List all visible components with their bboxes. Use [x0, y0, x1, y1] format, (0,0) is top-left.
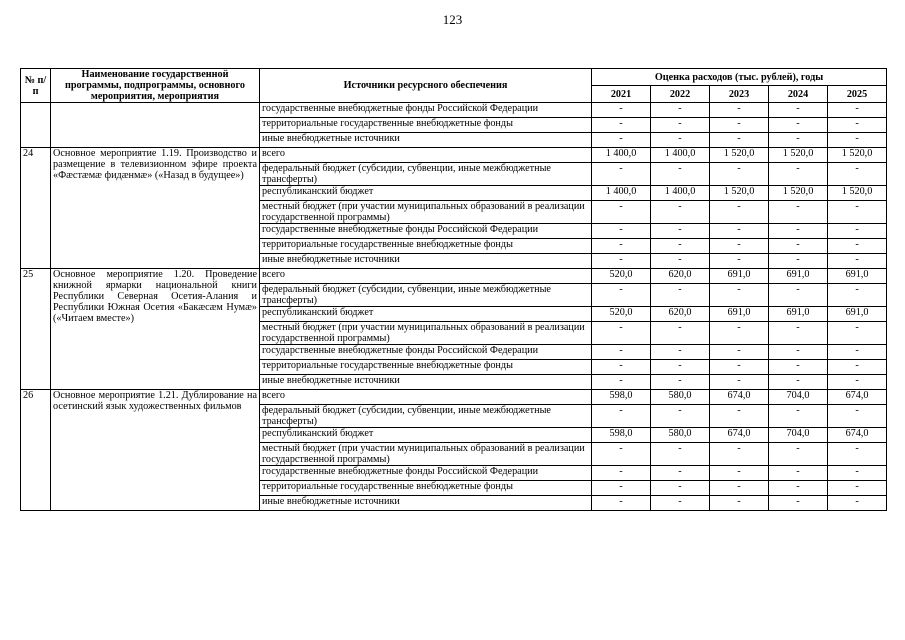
- value-cell: -: [769, 481, 828, 496]
- value-cell: -: [710, 375, 769, 390]
- value-cell: -: [651, 375, 710, 390]
- value-cell: -: [710, 201, 769, 224]
- value-cell: -: [592, 103, 651, 118]
- value-cell: 704,0: [769, 390, 828, 405]
- header-year: 2023: [710, 86, 769, 103]
- value-cell: -: [710, 405, 769, 428]
- value-cell: -: [828, 118, 887, 133]
- value-cell: -: [592, 443, 651, 466]
- value-cell: 704,0: [769, 428, 828, 443]
- value-cell: -: [710, 103, 769, 118]
- value-cell: -: [592, 133, 651, 148]
- value-cell: -: [710, 254, 769, 269]
- value-cell: -: [592, 496, 651, 511]
- source-cell: иные внебюджетные источники: [260, 254, 592, 269]
- source-cell: государственные внебюджетные фонды Российской Федерации: [260, 345, 592, 360]
- value-cell: -: [710, 284, 769, 307]
- value-cell: -: [592, 224, 651, 239]
- value-cell: -: [651, 254, 710, 269]
- row-number-cell: 24: [21, 148, 51, 269]
- value-cell: 620,0: [651, 307, 710, 322]
- header-year: 2021: [592, 86, 651, 103]
- value-cell: -: [651, 224, 710, 239]
- source-cell: всего: [260, 390, 592, 405]
- value-cell: 674,0: [710, 390, 769, 405]
- value-cell: -: [769, 163, 828, 186]
- value-cell: -: [651, 201, 710, 224]
- source-cell: государственные внебюджетные фонды Российской Федерации: [260, 103, 592, 118]
- value-cell: -: [828, 284, 887, 307]
- value-cell: -: [592, 481, 651, 496]
- value-cell: -: [828, 254, 887, 269]
- value-cell: 674,0: [828, 428, 887, 443]
- table-row: [21, 269, 887, 284]
- header-year: 2025: [828, 86, 887, 103]
- value-cell: 1 400,0: [651, 148, 710, 163]
- value-cell: 620,0: [651, 269, 710, 284]
- value-cell: -: [710, 481, 769, 496]
- activity-name-cell: Основное мероприятие 1.21. Дублирование на осетинский язык художественных фильмов: [51, 390, 260, 511]
- resource-table: [20, 68, 887, 511]
- value-cell: -: [651, 118, 710, 133]
- source-cell: иные внебюджетные источники: [260, 375, 592, 390]
- source-cell: государственные внебюджетные фонды Российской Федерации: [260, 466, 592, 481]
- page-number: 123: [442, 12, 463, 27]
- header-source: Источники ресурсного обеспечения: [260, 69, 592, 103]
- row-number-cell: 26: [21, 390, 51, 511]
- value-cell: -: [592, 375, 651, 390]
- value-cell: -: [769, 375, 828, 390]
- value-cell: -: [651, 284, 710, 307]
- value-cell: -: [828, 345, 887, 360]
- value-cell: -: [828, 360, 887, 375]
- value-cell: -: [828, 163, 887, 186]
- value-cell: -: [592, 405, 651, 428]
- table-row: [21, 148, 887, 163]
- source-cell: федеральный бюджет (субсидии, субвенции, иные межбюджетные трансферты): [260, 405, 592, 428]
- source-cell: федеральный бюджет (субсидии, субвенции, иные межбюджетные трансферты): [260, 163, 592, 186]
- value-cell: -: [651, 443, 710, 466]
- value-cell: 1 400,0: [592, 186, 651, 201]
- value-cell: -: [828, 481, 887, 496]
- value-cell: 1 520,0: [828, 186, 887, 201]
- value-cell: -: [828, 466, 887, 481]
- value-cell: -: [710, 118, 769, 133]
- header-estimate: Оценка расходов (тыс. рублей), годы: [592, 69, 887, 86]
- value-cell: -: [769, 284, 828, 307]
- activity-name-cell: Основное мероприятие 1.19. Производство и размещение в телевизионном эфире проекта «Фæстæмæ фидæнмæ» («Назад в будущее»): [51, 148, 260, 269]
- value-cell: -: [710, 345, 769, 360]
- value-cell: -: [651, 163, 710, 186]
- value-cell: -: [769, 239, 828, 254]
- value-cell: 691,0: [828, 269, 887, 284]
- activity-name-cell: Основное мероприятие 1.20. Проведение книжной ярмарки национальной книги Республики Северная Осетия-Алания и Республики Южная Осетия «Бакæсæм Нумæ» («Читаем вместе»): [51, 269, 260, 390]
- header-row: [21, 69, 887, 86]
- value-cell: -: [592, 118, 651, 133]
- source-cell: всего: [260, 148, 592, 163]
- header-year: 2022: [651, 86, 710, 103]
- value-cell: -: [592, 466, 651, 481]
- value-cell: -: [828, 496, 887, 511]
- value-cell: -: [828, 375, 887, 390]
- value-cell: -: [592, 254, 651, 269]
- value-cell: -: [828, 443, 887, 466]
- table-row: [21, 390, 887, 405]
- value-cell: -: [828, 133, 887, 148]
- value-cell: 691,0: [828, 307, 887, 322]
- value-cell: -: [769, 322, 828, 345]
- value-cell: -: [769, 345, 828, 360]
- source-cell: территориальные государственные внебюджетные фонды: [260, 239, 592, 254]
- value-cell: -: [769, 496, 828, 511]
- value-cell: -: [592, 239, 651, 254]
- value-cell: -: [769, 103, 828, 118]
- value-cell: -: [828, 322, 887, 345]
- row-number-cell: [21, 103, 51, 148]
- source-cell: территориальные государственные внебюджетные фонды: [260, 118, 592, 133]
- value-cell: -: [710, 466, 769, 481]
- source-cell: местный бюджет (при участии муниципальных образований в реализации государственной программы): [260, 322, 592, 345]
- value-cell: -: [769, 201, 828, 224]
- value-cell: -: [828, 103, 887, 118]
- value-cell: -: [769, 466, 828, 481]
- value-cell: 1 400,0: [592, 148, 651, 163]
- value-cell: -: [651, 133, 710, 148]
- value-cell: 691,0: [710, 269, 769, 284]
- value-cell: -: [592, 322, 651, 345]
- value-cell: 674,0: [710, 428, 769, 443]
- value-cell: -: [592, 284, 651, 307]
- value-cell: 1 520,0: [710, 186, 769, 201]
- value-cell: -: [769, 443, 828, 466]
- value-cell: 691,0: [769, 269, 828, 284]
- value-cell: -: [710, 239, 769, 254]
- header-year: 2024: [769, 86, 828, 103]
- value-cell: -: [592, 163, 651, 186]
- value-cell: -: [769, 224, 828, 239]
- value-cell: 598,0: [592, 428, 651, 443]
- value-cell: 580,0: [651, 390, 710, 405]
- value-cell: -: [592, 360, 651, 375]
- value-cell: -: [769, 405, 828, 428]
- source-cell: территориальные государственные внебюджетные фонды: [260, 360, 592, 375]
- value-cell: -: [651, 405, 710, 428]
- value-cell: -: [651, 360, 710, 375]
- value-cell: -: [769, 118, 828, 133]
- value-cell: -: [651, 322, 710, 345]
- value-cell: -: [828, 201, 887, 224]
- value-cell: -: [828, 405, 887, 428]
- value-cell: 598,0: [592, 390, 651, 405]
- value-cell: 1 520,0: [769, 186, 828, 201]
- source-cell: республиканский бюджет: [260, 428, 592, 443]
- source-cell: иные внебюджетные источники: [260, 133, 592, 148]
- source-cell: государственные внебюджетные фонды Российской Федерации: [260, 224, 592, 239]
- source-cell: республиканский бюджет: [260, 186, 592, 201]
- value-cell: 691,0: [710, 307, 769, 322]
- value-cell: 1 520,0: [769, 148, 828, 163]
- value-cell: -: [651, 481, 710, 496]
- value-cell: -: [710, 163, 769, 186]
- value-cell: -: [651, 239, 710, 254]
- source-cell: республиканский бюджет: [260, 307, 592, 322]
- source-cell: всего: [260, 269, 592, 284]
- value-cell: -: [769, 254, 828, 269]
- value-cell: -: [710, 133, 769, 148]
- table-body: [21, 103, 887, 511]
- value-cell: 691,0: [769, 307, 828, 322]
- value-cell: 1 400,0: [651, 186, 710, 201]
- value-cell: -: [592, 201, 651, 224]
- value-cell: -: [710, 322, 769, 345]
- value-cell: 520,0: [592, 269, 651, 284]
- value-cell: 1 520,0: [710, 148, 769, 163]
- source-cell: местный бюджет (при участии муниципальных образований в реализации государственной программы): [260, 443, 592, 466]
- header-name: Наименование государственной программы, подпрограммы, основного мероприятия, мероприятия: [51, 69, 260, 103]
- row-number-cell: 25: [21, 269, 51, 390]
- value-cell: -: [710, 360, 769, 375]
- source-cell: иные внебюджетные источники: [260, 496, 592, 511]
- value-cell: -: [828, 239, 887, 254]
- value-cell: -: [828, 224, 887, 239]
- value-cell: -: [592, 345, 651, 360]
- value-cell: -: [651, 496, 710, 511]
- value-cell: -: [769, 133, 828, 148]
- value-cell: -: [769, 360, 828, 375]
- source-cell: федеральный бюджет (субсидии, субвенции, иные межбюджетные трансферты): [260, 284, 592, 307]
- value-cell: -: [651, 466, 710, 481]
- source-cell: территориальные государственные внебюджетные фонды: [260, 481, 592, 496]
- value-cell: 580,0: [651, 428, 710, 443]
- value-cell: -: [710, 496, 769, 511]
- activity-name-cell: [51, 103, 260, 148]
- value-cell: 674,0: [828, 390, 887, 405]
- value-cell: -: [710, 224, 769, 239]
- value-cell: 1 520,0: [828, 148, 887, 163]
- value-cell: -: [651, 103, 710, 118]
- table-row: [21, 103, 887, 118]
- value-cell: 520,0: [592, 307, 651, 322]
- value-cell: -: [710, 443, 769, 466]
- header-no: № п/п: [21, 69, 51, 103]
- value-cell: -: [651, 345, 710, 360]
- source-cell: местный бюджет (при участии муниципальных образований в реализации государственной программы): [260, 201, 592, 224]
